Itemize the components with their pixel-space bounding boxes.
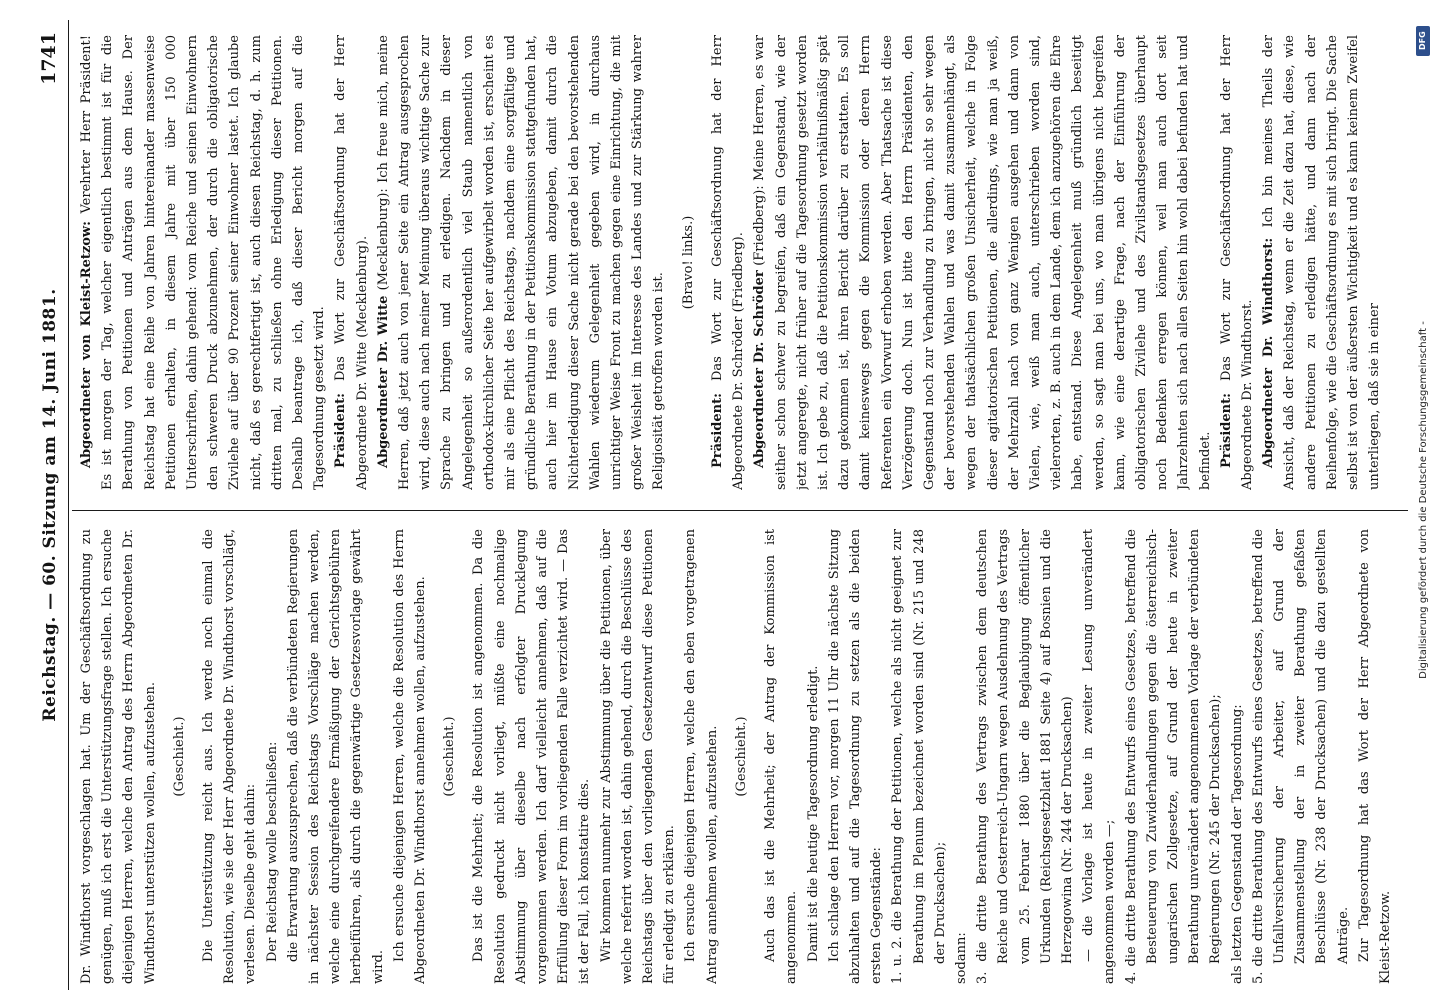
paragraph: Das ist die Mehrheit; die Resolution ist angenommen. Da die Resolution gedruckt nicht vorliegt, müßte eine nochmalige Abstimmung über dieselbe nach erfolgter Drucklegung vorgenommen werden. Ich darf vielleicht annehmen, daß auf die Erfüllung dieser Form im vorliegenden Falle verzichtet wird. — Das ist der Fall, ich konstatire dies. [471,529,593,984]
speech [1216,35,1258,490]
speech-text: Das Wort zur Geschäftsordnung hat der Herr Abgeordnete Dr. Witte (Mecklenburg). [333,35,370,490]
remark: (Geschieht.) [442,716,458,797]
page-number: 1741 [38,32,60,85]
agenda-item: 5. die dritte Berathung des Entwurfs eines Gesetzes, betreffend die Unfallversicherung der Arbeiter, auf Grund der Zusammenstellung der in zweiter Berathung gefaßten Beschlüsse (Nr. 238 der Drucksachen) und die dazu gestellten Anträge. [1250,529,1351,984]
digitization-notice [1415,0,1432,1000]
column-separator [72,510,1408,511]
speech [330,35,372,490]
paragraph: Damit ist die heutige Tagesordnung erledigt. [805,665,821,962]
dfg-logo: DFG [1416,26,1430,56]
digitization-notice-text: Digitalisierung gefördert durch die Deutsche Forschungsgemeinschaft - [1418,321,1429,679]
paragraph: Ich schlage den Herren vor, morgen 11 Uhr die nächste Sitzung abzuhalten und auf die Tagesordnung zu setzen als die beiden ersten Gegenstände: [826,529,885,984]
paragraph: die Erwartung auszusprechen, daß die verbündeten Regierungen in nächster Session des Reichstags Vorschläge machen werden, welche eine durchgreifendere Ermäßigung der Gerichtsgebühren herbeiführen, als durch die gegenwärtige Gesetzesvorlage gewährt wird. [285,529,386,984]
paragraph: Ich ersuche diejenigen Herren, welche den eben vorgetragenen Antrag annehmen wollen, aufzustehen. [683,529,720,984]
speech [373,35,670,490]
remark: (Bravo! links.) [680,215,696,310]
header-rule [68,20,69,990]
paragraph: Zur Tagesordnung hat das Wort der Herr Abgeordnete von Kleist-Retzow. [1356,529,1393,984]
speaker-name: Abgeordneter Dr. Windthorst: [1261,237,1277,468]
paragraph: Der Reichstag wolle beschließen: [264,741,280,962]
paragraph: als letzten Gegenstand der Tagesordnung: [1229,704,1245,984]
speech-text: (Friedberg): Meine Herren, es war seither schon schwer zu begreifen, daß ein Gegenstand, wie der jetzt angeregte, nicht früher auf die Tagesordnung gesetzt worden ist. Ich gebe zu, daß die Petitionskommission verhältnißmäßig spät dazu gekommen ist, ihren Bericht darüber zu erstatten. Es soll damit keineswegs gegen die Kommission oder deren Herrn Referenten ein Vorwurf erhoben werden. Aber Thatsache ist diese Verzögerung doch. Nun ist bitte den Herrn Präsidenten, den Gegenstand noch zur Verhandlung zu bringen, nicht so sehr wegen der bevorstehenden Wahlen und was damit zusammenhängt, als wegen der thatsächlichen großen Unsicherheit, welche in Folge dieser agitatorischen Petitionen, die allerdings, wie man ja weiß, der Mehrzahl nach von ganz Wenigen ausgehen und dann von Vielen, wie, weiß man auch, unterschrieben worden sind, vielerorten, z. B. auch in dem Lande, dem ich anzugehören die Ehre habe, entstand. Diese Angelegenheit muß gründlich beseitigt werden, so sagt man bei uns, wo man übrigens nicht begreifen kann, wie eine derartige Frage, nach der Einführung der obligatorischen Zivilehe und des Zivilstandsgesetzes überhaupt noch Bedenken erregen können, weil man auch dort seit Jahrzehnten sich nach allen Seiten hin wohl dabei befunden hat und befindet. [752,35,1213,490]
paragraph: sodann: [953,932,969,984]
speech [76,35,330,490]
speech-text: (Mecklenburg): Ich freue mich, meine Herren, daß jetzt auch von jener Seite ein Antrag ausgesprochen wird, diese auch nach meiner Meinung überaus wichtige Sache zur Sprache zu bringen und zu erledigen. Nachdem in dieser Angelegenheit so außerordentlich viel Staub namentlich von orthodox-kirchlicher Seite her aufgewirbelt worden ist, erscheint es mir als eine Pflicht des Reichstags, nachdem eine sorgfältige und gründliche Berathung in der Petitionskommission stattgefunden hat, auch hier im Hause ein Votum abzugeben, damit durch die Nichterledigung dieser Sache nicht gerade bei den bevorstehenden Wahlen wiederum Gelegenheit gegeben wird, in durchaus unrichtiger Weise Front zu machen gegen eine Einrichtung, die mit großer Weisheit im Interesse des Landes und zur Stärkung wahrer Religiosität getroffen worden ist. [375,35,667,490]
speech-text: Das Wort zur Geschäftsordnung hat der Herr Abgeordnete Dr. Windthorst. [1218,35,1255,490]
agenda-item: 3. die dritte Berathung des Vertrags zwischen dem deutschen Reiche und Oesterreich-Ungarn wegen Ausdehnung des Vertrags vom 25. Februar 1880 über die Beglaubigung öffentlicher Urkunden (Reichsgesetzblatt 1881 Seite 4) auf Bosnien und die Herzegowina (Nr. 244 der Drucksachen) [975,529,1075,984]
speech [749,35,1215,490]
right-column [76,35,1406,490]
remark: (Geschieht.) [733,716,749,797]
speech-text: Das Wort zur Geschäftsordnung hat der Herr Abgeordnete Dr. Schröder (Friedberg). [709,35,747,490]
paragraph: — die Vorlage ist heute in zweiter Lesung unverändert angenommen worden —; [1081,529,1118,984]
speaker-name: Präsident: [333,393,349,468]
paragraph: Wir kommen nunmehr zur Abstimmung über die Petitionen, über welche referirt worden ist, dahin gehend, durch die Beschlüsse des Reichstags über den vorliegenden Gesetzentwurf diese Petitionen für erledigt zu erklären. [598,529,678,984]
paragraph: Die Unterstützung reicht aus. Ich werde noch einmal die Resolution, wie sie der Herr Abgeordnete Dr. Windthorst vorschlägt, verlesen. Dieselbe geht dahin: [201,529,259,984]
remark: (Geschieht.) [171,716,187,797]
speech-text: Ich bin meines Theils der Ansicht, daß der Reichstag, wenn er die Zeit dazu hat, diese, wie andere Petitionen zu erledigen hätte, und dann nach der Reihenfolge, wie die Geschäftsordnung es mit sich bringt. Die Sache selbst ist von der äußersten Wichtigkeit und es kann keinem Zweifel unterliegen, daß sie in einer [1261,35,1383,490]
speaker-name: Abgeordneter von Kleist-Retzow: [79,221,94,468]
speech-text: Verehrter Herr Präsident! Es ist morgen der Tag, welcher eigentlich bestimmt ist für die Berathung von Petitionen und Anträgen aus dem Hause. Der Reichstag hat eine Reihe von Jahren hintereinander massenweise Petitionen erhalten, in diesem Jahre mit über 150 000 Unterschriften, dahin gehend: vom Reiche und seinen Einwohnern den schweren Druck abzunehmen, der durch die obligatorische Zivilehe auf über 90 Prozent seiner Einwohner lastet. Ich glaube nicht, daß es gerechtfertigt ist, auch diesen Reichstag, d. h. zum dritten mal, zu schließen ohne Erledigung dieser Petitionen. Deshalb beantrage ich, daß dieser Bericht morgen auf die Tagesordnung gesetzt wird. [79,35,328,490]
paragraph: Ich ersuche diejenigen Herren, welche die Resolution des Herrn Abgeordneten Dr. Windthorst annehmen wollen, aufzustehen. [391,529,429,984]
paragraph: Auch das ist die Mehrheit; der Antrag der Kommission ist angenommen. [763,529,800,984]
left-column [76,529,1406,984]
agenda-item: 1. u. 2. die Berathung der Petitionen, welche als nicht geeignet zur Berathung im Plenum bezeichnet worden sind (Nr. 215 und 248 der Drucksachen); [890,529,948,984]
speaker-name: Abgeordneter Dr. Schröder [752,270,768,468]
paragraph: Dr. Windthorst vorgeschlagen hat. Um der Geschäftsordnung zu genügen, muß ich erst die Unterstützungsfrage stellen. Ich ersuche diejenigen Herren, welche den Antrag des Herrn Abgeordneten Dr. Windthorst unterstützen wollen, aufzustehen. [79,529,158,984]
page-header-title: Reichstag. — 60. Sitzung am 14. Juni 1881. [40,288,60,722]
page-header [36,20,70,990]
speaker-name: Präsident: [1218,393,1234,468]
speaker-name: Präsident: [709,393,725,468]
speaker-name: Abgeordneter Dr. Witte [375,295,391,468]
agenda-item: 4. die dritte Berathung des Entwurfs eines Gesetzes, betreffend die Besteuerung von Zuwiderhandlungen gegen die österreichisch-ungarischen Zollgesetze, auf Grund der heute in zweiter Berathung unverändert angenommenen Vorlage der verbündeten Regierungen (Nr. 245 der Drucksachen); [1123,529,1224,984]
speech [707,35,749,490]
speech [1258,35,1385,490]
